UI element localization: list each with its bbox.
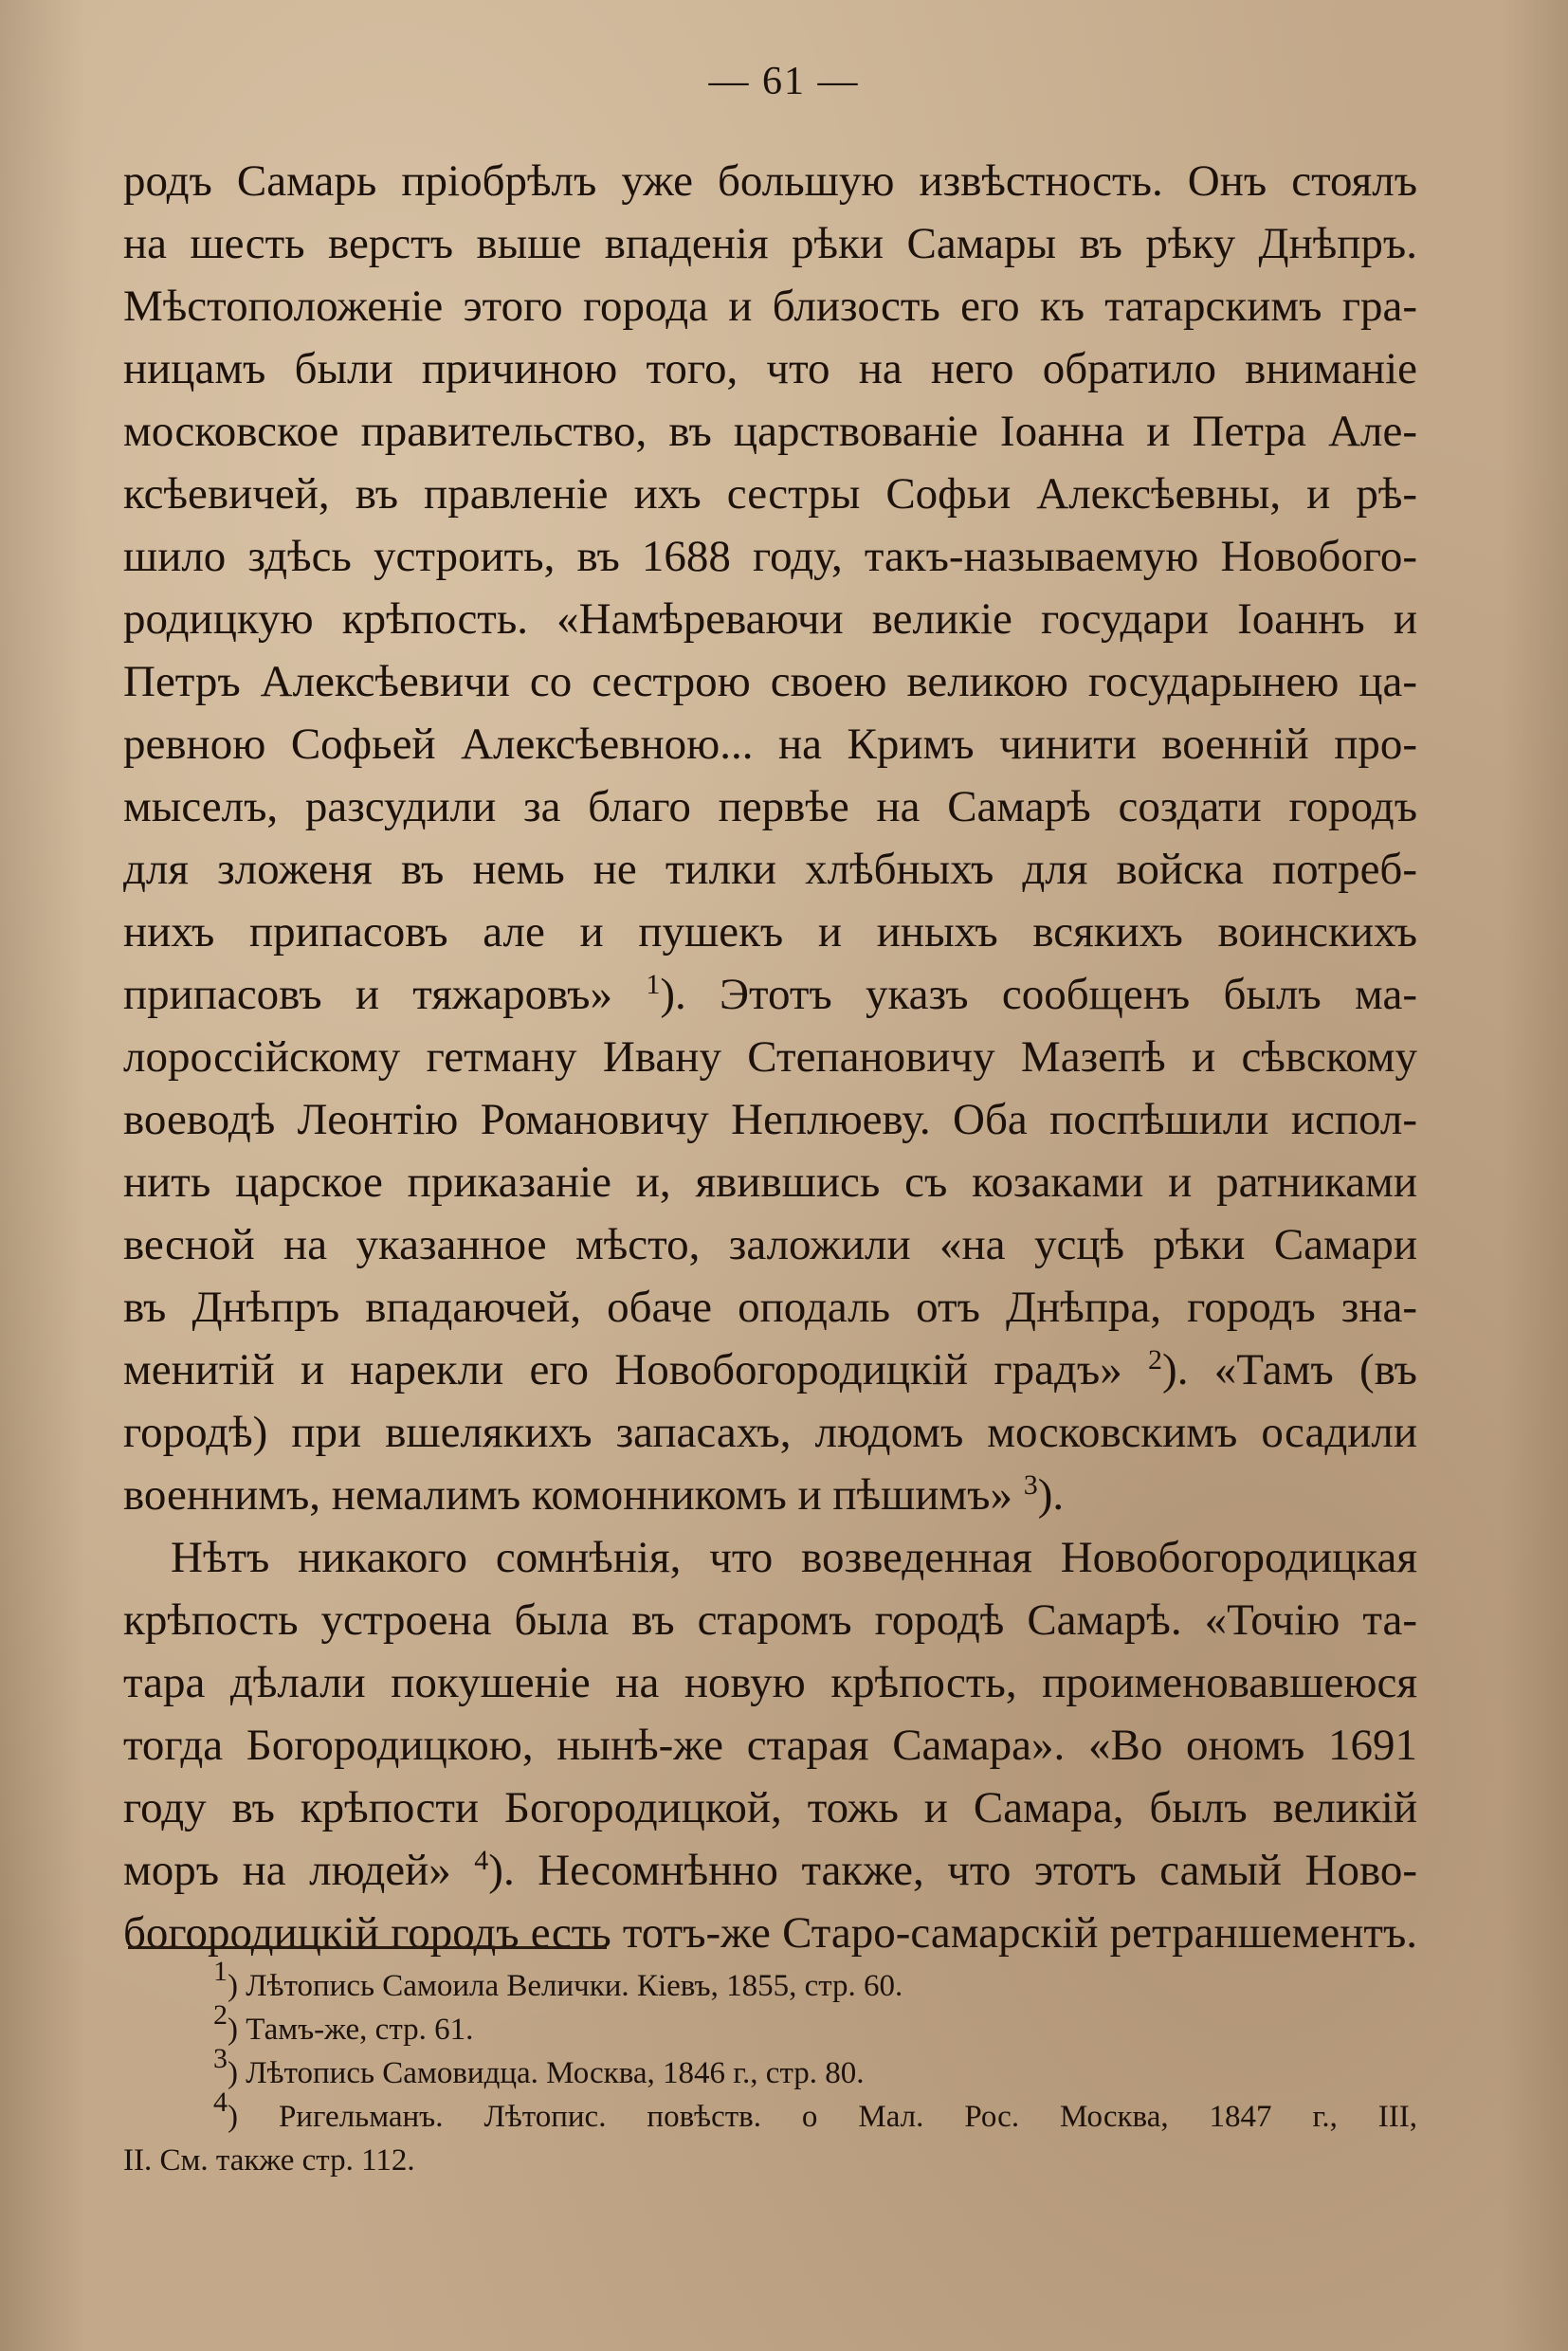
text-segment: ). «Тамъ (въ	[1162, 1345, 1417, 1394]
footnote-text: ) Тамъ-же, стр. 61.	[228, 2013, 474, 2047]
text-line: въ Днѣпръ впадаючей, обаче оподаль отъ Днѣпра, городъ зна-	[123, 1283, 1417, 1332]
text-line	[123, 1464, 1417, 1526]
text-line	[123, 1839, 1417, 1902]
footnote-ref-4[interactable]: 4	[474, 1845, 489, 1876]
footnote	[123, 2043, 1417, 2095]
main-text	[123, 150, 1417, 1964]
footnote-marker: 3	[213, 2043, 228, 2074]
text-segment: ).	[1037, 1470, 1065, 1520]
text-segment: ). Несомнѣнно также, что этотъ самый Ново-	[488, 1846, 1417, 1895]
footnote-ref-3[interactable]: 3	[1023, 1469, 1038, 1501]
footnotes	[123, 1956, 1417, 2182]
text-line: тогда Богородицкою, нынѣ-же старая Самара». «Во ономъ 1691	[123, 1721, 1417, 1770]
text-line: воеводѣ Леонтію Романовичу Неплюеву. Оба поспѣшили испол-	[123, 1095, 1417, 1144]
page-number: — 61 —	[708, 60, 860, 103]
footnote	[123, 2087, 1417, 2139]
text-line	[123, 1339, 1417, 1401]
text-line: ницамъ были причиною того, что на него обратило вниманіе	[123, 344, 1417, 393]
text-line: ревною Софьей Алексѣевною... на Кримъ чинити военній про-	[123, 720, 1417, 769]
text-line: Петръ Алексѣевичи со сестрою своею великою государынею ца-	[123, 657, 1417, 706]
text-line: богородицкій городъ есть тотъ-же Старо-самарскій ретраншементъ.	[123, 1908, 1417, 1958]
text-line: году въ крѣпости Богородицкой, тожь и Самара, былъ великій	[123, 1783, 1417, 1832]
text-line: крѣпость устроена была въ старомъ городѣ Самарѣ. «Точію та-	[123, 1595, 1417, 1645]
text-segment: ). Этотъ указъ сообщенъ былъ ма-	[660, 970, 1417, 1019]
text-line: мыселъ, разсудили за благо первѣе на Самарѣ создати городъ	[123, 782, 1417, 831]
text-line: тара дѣлали покушеніе на новую крѣпость, проименовавшеюся	[123, 1658, 1417, 1707]
text-line: нить царское приказаніе и, явившись съ козаками и ратниками	[123, 1157, 1417, 1207]
text-line: шило здѣсь устроить, въ 1688 году, такъ-называемую Новобого-	[123, 532, 1417, 581]
footnote-continuation: II. См. также стр. 112.	[123, 2143, 415, 2178]
text-segment: моръ на людей»	[123, 1846, 475, 1895]
footnote-text: ) Ригельманъ. Лѣтопис. повѣств. о Мал. Рос. Москва, 1847 г., III,	[228, 2100, 1417, 2134]
text-line: лороссійскому гетману Ивану Степановичу Мазепѣ и сѣвскому	[123, 1032, 1417, 1082]
footnote-marker: 1	[213, 1956, 228, 1987]
footnote-text: ) Лѣтопись Самовидца. Москва, 1846 г., стр. 80.	[228, 2056, 865, 2090]
text-line: родъ Самарь пріобрѣлъ уже большую извѣстность. Онъ стоялъ	[123, 156, 1417, 206]
text-segment: припасовъ и тяжаровъ»	[123, 970, 647, 1019]
text-segment: военнимъ, немалимъ комонникомъ и пѣшимъ»	[123, 1470, 1024, 1520]
text-line: нихъ припасовъ але и пушекъ и иныхъ всякихъ воинскихъ	[123, 907, 1417, 957]
footnote-ref-1[interactable]: 1	[646, 969, 661, 1000]
text-line: московское правительство, въ царствованіе Іоанна и Петра Але-	[123, 407, 1417, 456]
text-line: на шесть верстъ выше впаденія рѣки Самары въ рѣку Днѣпръ.	[123, 219, 1417, 268]
footnote	[123, 1999, 1417, 2051]
footnote-text: ) Лѣтопись Самоила Велички. Кіевъ, 1855, стр. 60.	[228, 1969, 903, 2003]
text-line: Мѣстоположеніе этого города и близость его къ татарскимъ гра-	[123, 282, 1417, 331]
text-line: городѣ) при вшелякихъ запасахъ, людомъ московскимъ осадили	[123, 1408, 1417, 1457]
text-line	[123, 963, 1417, 1026]
text-line: весной на указанное мѣсто, заложили «на усцѣ рѣки Самари	[123, 1220, 1417, 1269]
text-line: родицкую крѣпость. «Намѣреваючи великіе государи Іоаннъ и	[123, 594, 1417, 644]
footnote-divider	[128, 1946, 607, 1949]
footnote-marker: 2	[213, 1999, 228, 2031]
footnote-marker: 4	[213, 2087, 228, 2118]
text-line: ксѣевичей, въ правленіе ихъ сестры Софьи Алексѣевны, и рѣ-	[123, 469, 1417, 519]
text-line: Нѣтъ никакого сомнѣнія, что возведенная Новобогородицкая	[171, 1533, 1417, 1582]
text-line: для зложеня въ немь не тилки хлѣбныхъ для войска потреб-	[123, 845, 1417, 894]
footnote	[123, 1956, 1417, 2008]
text-segment: менитій и нарекли его Новобогородицкій градъ»	[123, 1345, 1149, 1394]
footnote-ref-2[interactable]: 2	[1148, 1344, 1163, 1376]
